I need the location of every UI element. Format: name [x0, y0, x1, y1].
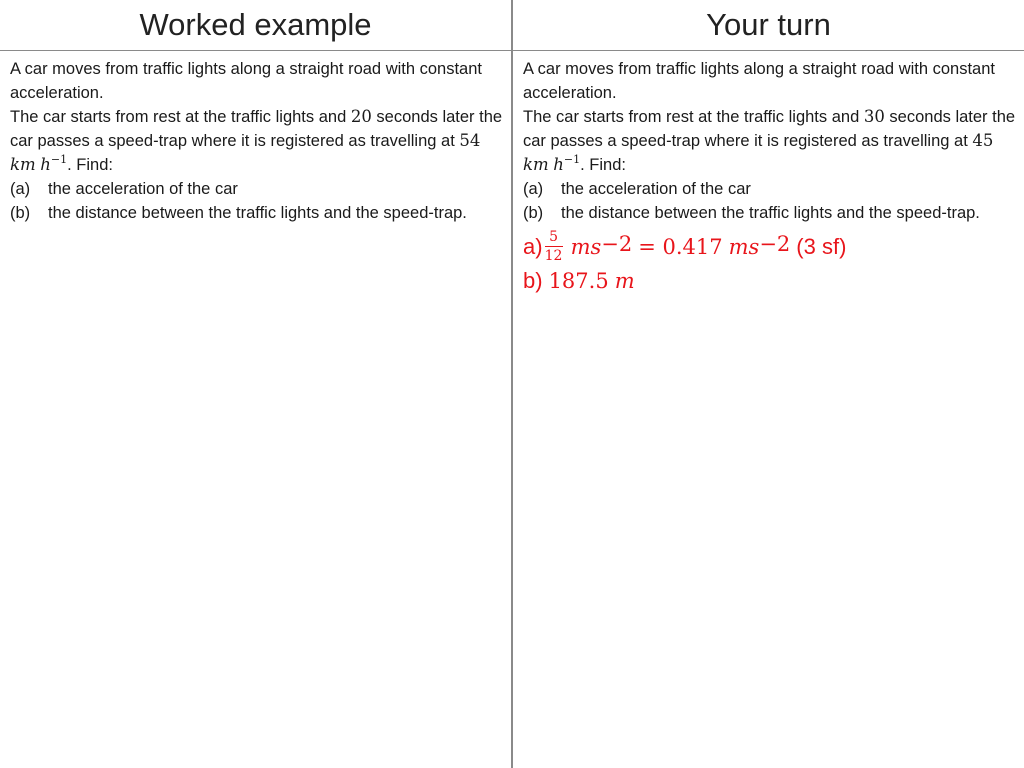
time-seconds: 30: [863, 107, 885, 126]
your-turn-body: [523, 57, 1016, 298]
find-text: . Find:: [67, 156, 113, 174]
answer-a-sig-figs: (3 sf): [796, 233, 847, 259]
question-details: The car starts from rest at the traffic lights and 30 seconds later the car passes a speed-trap where it is registered as travelling at 45 km $h^{-1}$. Find:: [523, 107, 1016, 174]
unit-km: km: [523, 155, 549, 174]
answer-a-unit2: ms: [728, 234, 760, 259]
answer-b: [523, 264, 1016, 298]
question-parts: [523, 177, 1016, 225]
answer-a-fraction: [545, 229, 563, 264]
answer-a: a) $\frac{5}{12}$ ms $^{-2}$ = 0.417 ms $^{-2}$ (3 sf): [523, 229, 847, 264]
answer-a-label: a): [523, 233, 543, 259]
answer-b-label: b): [523, 268, 543, 293]
fraction-numerator: 5: [549, 229, 559, 245]
question-intro: A car moves from traffic lights along a straight road with constant acceleration.: [523, 60, 995, 102]
list-item: (b) the distance between the traffic lights and the speed-trap.: [523, 204, 980, 222]
question-parts: [10, 177, 503, 225]
find-text: . Find:: [580, 156, 626, 174]
answer-a-decimal: = 0.417: [638, 234, 723, 259]
your-turn-heading: Your turn: [706, 7, 831, 42]
worked-example-column: [0, 0, 511, 768]
worked-example-body: [10, 57, 503, 225]
answer-a-unit: ms: [570, 234, 602, 259]
fraction-bar: [545, 246, 563, 247]
question-details: The car starts from rest at the traffic lights and 20 seconds later the car passes a speed-trap where it is registered as travelling at 54 km $h^{-1}$. Find:: [10, 107, 503, 174]
answer-b-unit: m: [614, 269, 635, 293]
answer-b-value: 187.5: [548, 269, 609, 293]
list-item: (a) the acceleration of the car: [10, 180, 238, 198]
unit-h: h: [40, 155, 51, 174]
speed-value: 45: [972, 131, 994, 150]
fraction-denominator: 12: [544, 248, 563, 264]
speed-value: 54: [459, 131, 481, 150]
worked-example-heading: Worked example: [139, 7, 372, 42]
unit-h: h: [553, 155, 564, 174]
answers: [523, 229, 1016, 298]
list-item: (a) the acceleration of the car: [523, 180, 751, 198]
list-item: (b) the distance between the traffic lights and the speed-trap.: [10, 204, 467, 222]
unit-exponent: −1: [563, 152, 581, 166]
time-seconds: 20: [350, 107, 372, 126]
your-turn-column: [513, 0, 1024, 768]
unit-exponent: −1: [50, 152, 68, 166]
unit-km: km: [10, 155, 36, 174]
question-intro: A car moves from traffic lights along a straight road with constant acceleration.: [10, 60, 482, 102]
